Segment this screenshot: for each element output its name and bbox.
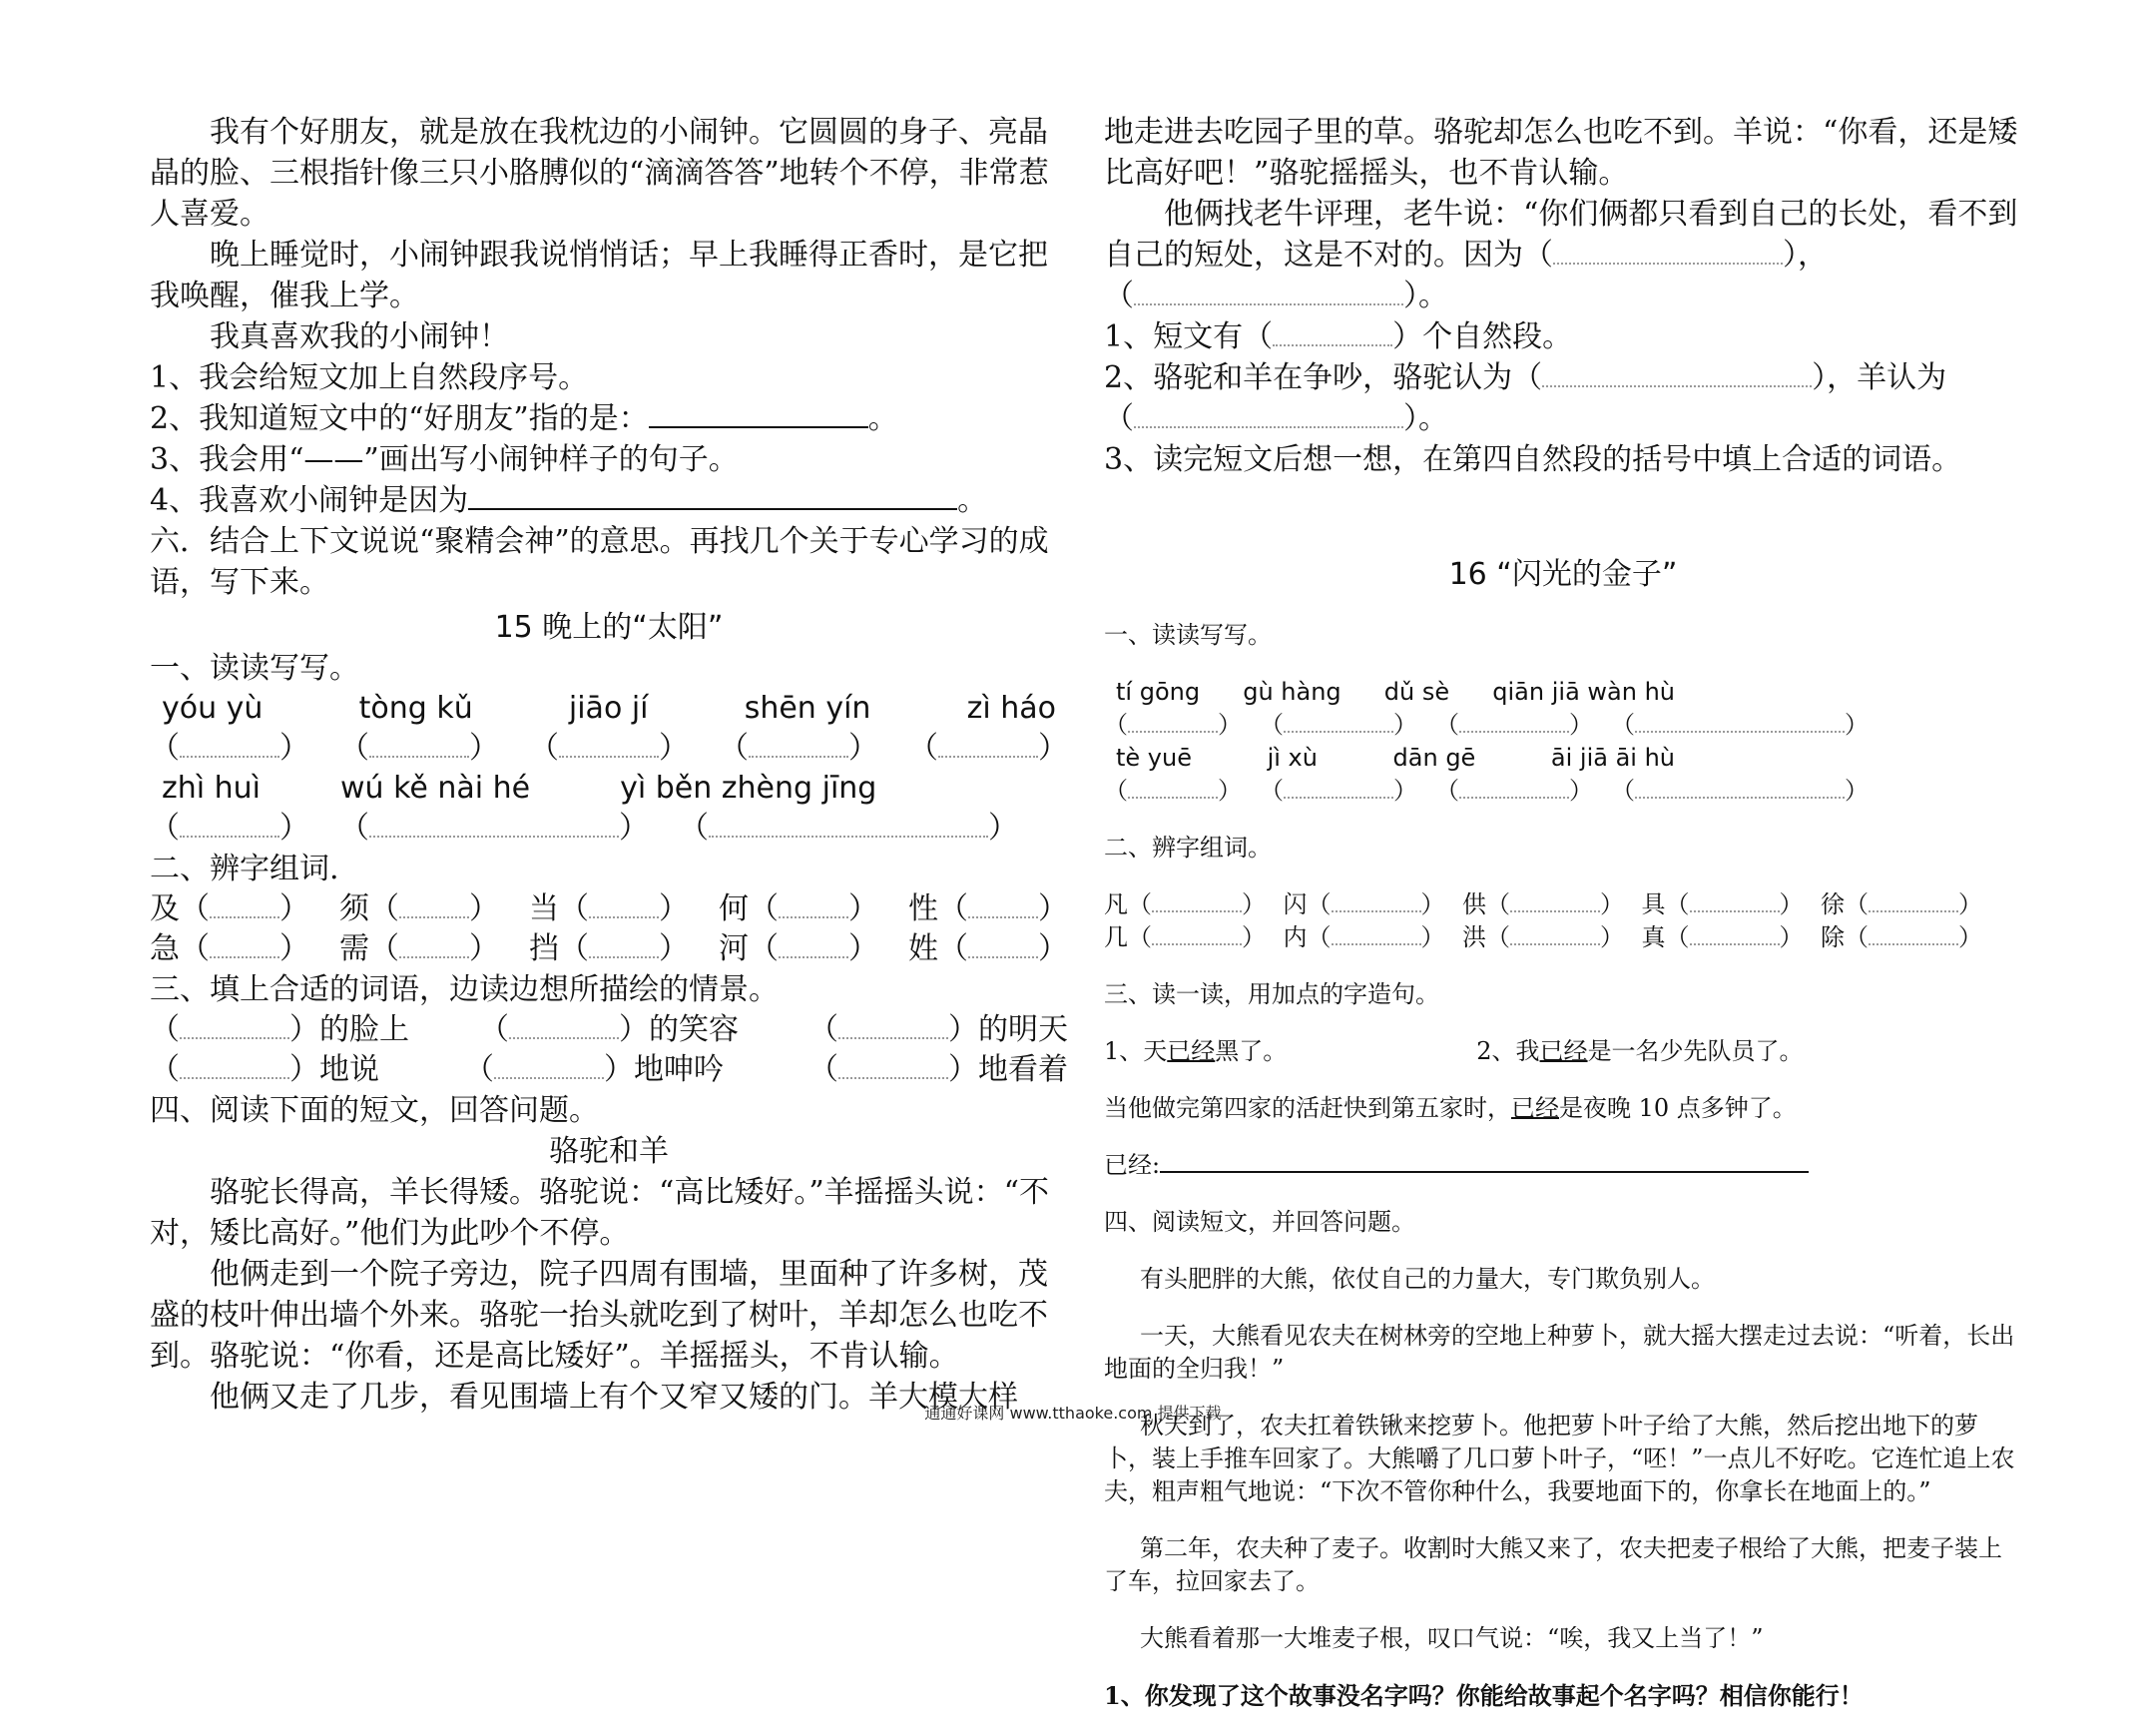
answer-line[interactable]	[649, 400, 868, 428]
char-item[interactable]: 真（ ）	[1641, 923, 1804, 951]
answer-bracket[interactable]: （ ）	[1435, 711, 1593, 739]
char-item[interactable]: 闪（ ）	[1283, 890, 1445, 918]
answer-line[interactable]	[468, 482, 957, 510]
answer-bracket[interactable]: （ ）	[529, 731, 689, 766]
answer-bracket[interactable]: （ ）	[1260, 711, 1417, 739]
lesson-16-title: 16 “闪光的金子”	[1448, 557, 1678, 592]
char-item[interactable]: 河（ ）	[719, 931, 878, 966]
pinyin-row-1	[150, 689, 1068, 729]
char-item[interactable]: 及（ ）	[150, 891, 309, 926]
sentence-1-pre: 1、天	[1104, 1037, 1168, 1065]
answer-bracket[interactable]: （ ）	[150, 731, 309, 766]
sentence-3-post: 是夜晚 10 点多钟了。	[1559, 1094, 1797, 1122]
fill-item[interactable]: （ ）的明天	[808, 1012, 1068, 1047]
lesson-15-title: 15 晚上的“太阳”	[494, 610, 724, 645]
fill-item[interactable]: （ ）的笑容	[479, 1012, 739, 1047]
story2-continued: 地走进去吃园子里的草。骆驼却怎么也吃不到。羊说：“你看，还是矮比高好吧！”骆驼摇摇头，也不肯认输。	[1104, 115, 2018, 191]
right-column	[1104, 112, 2022, 1736]
sentence-1-mark: 已经	[1167, 1037, 1216, 1065]
pinyin-item: yóu yù	[162, 691, 264, 726]
pinyin-answer-row-2	[150, 809, 1068, 849]
right-question-1-text: 1、短文有（	[1104, 319, 1274, 354]
fill-item[interactable]: （ ）地看着	[808, 1052, 1068, 1087]
right-question-3: 3、读完短文后想一想，在第四自然段的括号中填上合适的词语。	[1104, 442, 1962, 477]
answer-bracket[interactable]: （ ）	[150, 811, 309, 846]
sentence-2-post: 是一名少先队员了。	[1587, 1037, 1804, 1065]
pinyin-item: tè yuē	[1116, 744, 1192, 772]
right-question-1	[1104, 316, 2022, 357]
story1-para2: 晚上睡觉时，小闹钟跟我说悄悄话；早上我睡得正香时，是它把我唤醒，催我上学。	[150, 238, 1048, 313]
story2-para4-end: ）。	[1403, 279, 1448, 313]
char-row-1	[1104, 888, 1982, 921]
answer-bracket[interactable]: （ ）	[339, 731, 499, 766]
char-item[interactable]: 需（ ）	[339, 931, 499, 966]
footer-credit: 通通好课网 www.tthaoke.com 提供下载	[924, 1404, 1222, 1423]
char-item[interactable]: 几（ ）	[1104, 923, 1266, 951]
char-item[interactable]: 具（ ）	[1641, 890, 1804, 918]
section-3-heading: 三、读一读，用加点的字造句。	[1104, 980, 1439, 1008]
story3-para3: 秋天到了，农夫扛着铁锹来挖萝卜。他把萝卜叶子给了大熊，然后挖出地下的萝卜，装上手推车回家了。大熊嚼了几口萝卜叶子，“呸！”一点儿不好吃。它连忙追上农夫，粗声粗气地说：“下次不管你种什么，我要地面下的，你拿长在地面上的。”	[1104, 1412, 2015, 1505]
char-item[interactable]: 挡（ ）	[529, 931, 689, 966]
pinyin-row-2	[150, 769, 1068, 809]
answer-blank[interactable]	[1134, 303, 1403, 305]
pinyin-item: dān gē	[1392, 744, 1476, 772]
answer-bracket[interactable]: （ ）	[679, 811, 1018, 846]
char-item[interactable]: 性（ ）	[908, 891, 1068, 926]
pinyin-answer-row-1	[1104, 709, 1869, 742]
pinyin-row-1	[1104, 676, 1675, 709]
question-6: 六．结合上下文说说“聚精会神”的意思。再找几个关于专心学习的成语，写下来。	[150, 524, 1049, 600]
pinyin-item: dǔ sè	[1383, 678, 1450, 706]
section-3-heading: 三、填上合适的词语，边读边想所描绘的情景。	[150, 972, 779, 1007]
pinyin-answer-row-1	[150, 729, 1068, 769]
char-row-2	[1104, 921, 1982, 954]
pinyin-item: tòng kǔ	[358, 691, 473, 726]
story2-para2: 他俩走到一个院子旁边，院子四周有围墙，里面种了许多树，茂盛的枝叶伸出墙个外来。骆驼一抬头就吃到了树叶，羊却怎么也吃不到。骆驼说：“你看，还是高比矮好”。羊摇摇头，不肯认输。	[150, 1257, 1048, 1374]
fill-row-1	[150, 1010, 1068, 1050]
question-2	[150, 398, 1068, 439]
char-item[interactable]: 除（ ）	[1821, 923, 1982, 951]
answer-blank[interactable]	[1134, 426, 1403, 428]
section-1-heading: 一、读读写写。	[150, 651, 359, 686]
fill-item[interactable]: （ ）地说	[150, 1052, 379, 1087]
fill-item[interactable]: （ ）的脸上	[150, 1012, 409, 1047]
pinyin-item: shēn yín	[744, 691, 871, 726]
answer-bracket[interactable]: （ ）	[1104, 777, 1242, 805]
answer-bracket[interactable]: （ ）	[339, 811, 649, 846]
char-item[interactable]: 姓（ ）	[908, 931, 1068, 966]
sentence-1-2	[1104, 1035, 2022, 1068]
pinyin-row-2	[1104, 742, 1675, 775]
answer-line[interactable]	[1160, 1151, 1809, 1173]
story3-para2: 一天，大熊看见农夫在树林旁的空地上种萝卜，就大摇大摆走过去说：“听着，长出地面的全归我！”	[1104, 1322, 2015, 1383]
pinyin-item: zhì huì	[162, 771, 261, 806]
sentence-4-label: 已经:	[1104, 1151, 1161, 1179]
sentence-4	[1104, 1149, 2022, 1182]
sentence-3	[1104, 1092, 2022, 1125]
pinyin-item: tí gōng	[1116, 678, 1201, 706]
char-item[interactable]: 徐（ ）	[1821, 890, 1982, 918]
answer-blank[interactable]	[1553, 263, 1783, 265]
story2-title: 骆驼和羊	[549, 1134, 669, 1169]
pinyin-item: zì háo	[966, 691, 1056, 726]
sentence-2-pre: 2、我	[1476, 1037, 1540, 1065]
section-2-heading: 二、辨字组词.	[150, 852, 339, 886]
pinyin-item: qiān jiā wàn hù	[1492, 678, 1675, 706]
answer-bracket[interactable]: （ ）	[1611, 711, 1869, 739]
answer-bracket[interactable]: （ ）	[719, 731, 878, 766]
pinyin-item: jì xù	[1267, 744, 1318, 772]
char-item[interactable]: 洪（ ）	[1462, 923, 1624, 951]
sentence-3-mark: 已经	[1511, 1094, 1559, 1122]
story2-para4-text: 他俩找老牛评理，老牛说：“你们俩都只看到自己的长处，看不到自己的短处，这是不对的。因为（	[1104, 197, 2018, 273]
char-item[interactable]: 何（ ）	[719, 891, 878, 926]
answer-blank[interactable]	[1542, 385, 1812, 387]
story1-para3: 我真喜欢我的小闹钟！	[210, 319, 509, 354]
question-1: 1、我会给短文加上自然段序号。	[150, 360, 589, 395]
char-item[interactable]: 凡（ ）	[1104, 890, 1266, 918]
left-column	[150, 112, 1068, 1418]
sentence-1-post: 黑了。	[1215, 1037, 1288, 1065]
pinyin-item: jiāo jí	[568, 691, 649, 726]
char-item[interactable]: 须（ ）	[339, 891, 499, 926]
sentence-2-mark: 已经	[1539, 1037, 1588, 1065]
fill-item[interactable]: （ ）地呻吟	[464, 1052, 724, 1087]
story2-para1: 骆驼长得高，羊长得矮。骆驼说：“高比矮好。”羊摇摇头说：“不对，矮比高好。”他们为此吵个不停。	[150, 1175, 1050, 1251]
section-4-heading: 四、阅读下面的短文，回答问题。	[150, 1093, 599, 1128]
pinyin-answer-row-2	[1104, 775, 1869, 808]
section-4-heading: 四、阅读短文，并回答问题。	[1104, 1208, 1415, 1236]
answer-blank[interactable]	[1273, 344, 1392, 346]
story2-para4-mid: ），	[1783, 238, 1828, 273]
pinyin-item: wú kě nài hé	[340, 771, 531, 806]
pinyin-item: yì běn zhèng jīng	[620, 771, 877, 806]
answer-bracket[interactable]: （ ）	[1104, 711, 1242, 739]
question-2-end: 。	[867, 401, 898, 436]
right-question-1-end: ）个自然段。	[1392, 319, 1573, 354]
story3-para4: 第二年，农夫种了麦子。收割时大熊又来了，农夫把麦子根给了大熊，把麦子装上了车，拉回家去了。	[1104, 1534, 2002, 1595]
right-question-2-mid: ），羊认为	[1812, 360, 1947, 395]
question-4-text: 4、我喜欢小闹钟是因为	[150, 483, 469, 518]
right-question-2-text: 2、骆驼和羊在争吵，骆驼认为（	[1104, 360, 1543, 395]
fill-row-2	[150, 1050, 1068, 1090]
question-3: 3、我会用“——”画出写小闹钟样子的句子。	[150, 442, 739, 477]
spacer	[1104, 480, 2022, 554]
char-row-2	[150, 929, 1068, 969]
story1-para1: 我有个好朋友，就是放在我枕边的小闹钟。它圆圆的身子、亮晶晶的脸、三根指针像三只小胳膊似的“滴滴答答”地转个不停，非常惹人喜爱。	[150, 115, 1049, 232]
story3-para5: 大熊看着那一大堆麦子根，叹口气说：“唉，我又上当了！”	[1140, 1624, 1764, 1652]
answer-bracket[interactable]: （ ）	[1611, 777, 1869, 805]
question-2-text: 2、我知道短文中的“好朋友”指的是：	[150, 401, 649, 436]
right-question-2-end: ）。	[1403, 401, 1448, 436]
answer-bracket[interactable]: （ ）	[1260, 777, 1417, 805]
story2-para3: 他俩又走了几步，看见围墙上有个又窄又矮的门。羊大模大样	[210, 1380, 1018, 1415]
section-1-heading: 一、读读写写。	[1104, 621, 1272, 649]
question-4-end: 。	[957, 483, 988, 518]
pinyin-item: gù hàng	[1243, 678, 1341, 706]
story3-para1: 有头肥胖的大熊，依仗自己的力量大，专门欺负别人。	[1140, 1265, 1715, 1293]
story2-para4: 他俩找老牛评理，老牛说：“你们俩都只看到自己的长处，看不到自己的短处，这是不对的。因为（ ）， （ ）。	[1104, 197, 2018, 313]
question-4	[150, 480, 1068, 521]
char-row-1	[150, 889, 1068, 929]
answer-bracket[interactable]: （ ）	[1435, 777, 1593, 805]
right-question-2: 2、骆驼和羊在争吵，骆驼认为（ ），羊认为 （ ）。	[1104, 360, 1947, 436]
char-item[interactable]: 急（ ）	[150, 931, 309, 966]
answer-bracket[interactable]: （ ）	[908, 731, 1068, 766]
pinyin-item: āi jiā āi hù	[1550, 744, 1675, 772]
sentence-3-pre: 当他做完第四家的活赶快到第五家时，	[1104, 1094, 1511, 1122]
char-item[interactable]: 供（ ）	[1462, 890, 1624, 918]
final-question: 1、你发现了这个故事没名字吗？你能给故事起个名字吗？相信你能行！	[1104, 1681, 1864, 1710]
char-item[interactable]: 内（ ）	[1283, 923, 1445, 951]
section-2-heading: 二、辨字组词。	[1104, 834, 1272, 862]
char-item[interactable]: 当（ ）	[529, 891, 689, 926]
